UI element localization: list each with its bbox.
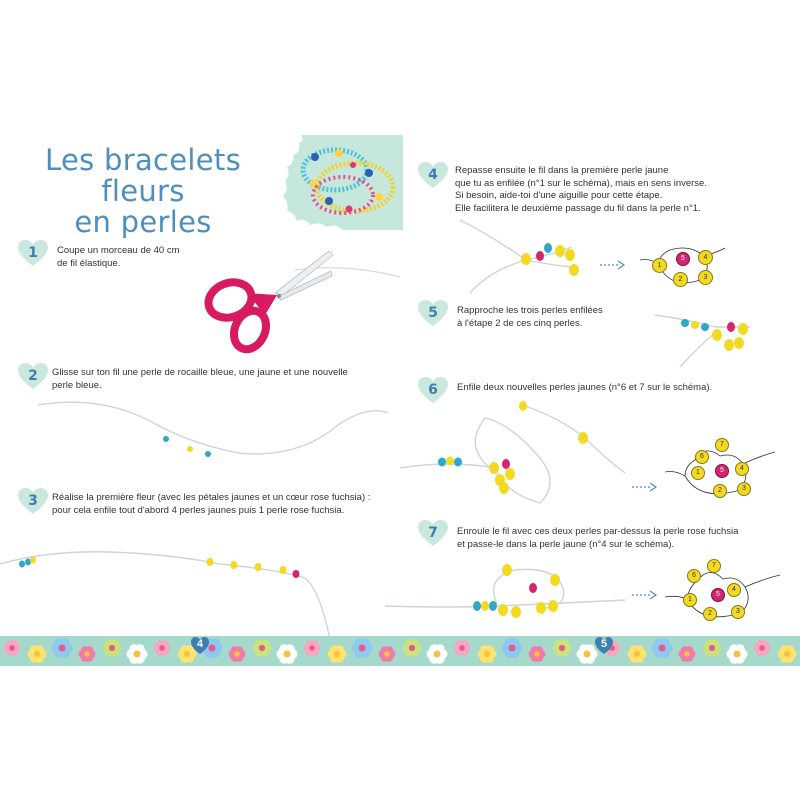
step-7-text: [457, 526, 738, 551]
step-7-line-1: Enroule le fil avec ces deux perles par-dessus la perle rose fuchsia: [457, 526, 739, 537]
step-6-line-1: Enfile deux nouvelles perles jaunes (n°6 et 7 sur le schéma).: [457, 382, 713, 393]
step-2-text: [52, 367, 348, 392]
dotted-arrow-icon: [632, 588, 658, 600]
diagram-bead-4: 4: [698, 250, 713, 265]
step-number: 3: [28, 493, 38, 509]
step-number: 7: [428, 525, 438, 541]
step-4-text: [455, 165, 707, 215]
flower-icon: [778, 645, 797, 663]
flower-icon: [154, 640, 171, 656]
page-number-left: [191, 637, 209, 655]
diagram-bead-4: 4: [727, 583, 741, 597]
flower-icon: [352, 638, 373, 658]
diagram-bead-2: 2: [713, 484, 727, 498]
step-2-line-2: perle bleue.: [52, 379, 102, 391]
title-line-1: Les bracelets fleurs: [45, 143, 241, 208]
step-7-line-2: et passe-le dans la perle jaune (n°4 sur le schéma).: [457, 538, 675, 550]
step-4-line-2: que tu as enfilée (n°1 sur le schéma), mais en sens inverse.: [455, 177, 707, 189]
flower-icon: [328, 645, 347, 663]
step-3-line-2: pour cela enfile tout d'abord 4 perles jaunes puis 1 perle rose fuchsia.: [52, 504, 345, 516]
flower-icon: [478, 645, 497, 663]
step-number: 5: [428, 305, 438, 321]
dotted-arrow-icon: [600, 258, 626, 270]
step-5-line-1: Rapproche les trois perles enfilées: [457, 305, 603, 316]
dotted-arrow-icon: [632, 480, 658, 492]
step-2-badge: [18, 363, 48, 390]
flower-icon: [103, 639, 122, 657]
step-number: 2: [28, 368, 38, 384]
flower-icon: [52, 638, 73, 658]
flower-icon: [253, 639, 272, 657]
diagram-bead-1: 1: [683, 593, 697, 607]
step-6-diagram: [665, 432, 775, 502]
flower-icon: [553, 639, 572, 657]
step-6-text: [457, 382, 712, 395]
flower-icon: [127, 644, 148, 664]
diagram-bead-3: 3: [731, 605, 745, 619]
flower-icon: [79, 646, 96, 662]
page-number-right: [595, 637, 613, 655]
step-4-line-1: Repasse ensuite le fil dans la première perle jaune: [455, 165, 669, 176]
page-number-value: 4: [196, 638, 204, 650]
flower-icon: [754, 640, 771, 656]
floral-footer-band: [0, 636, 800, 666]
diagram-bead-2: 2: [673, 272, 688, 287]
diagram-bead-7: 7: [707, 559, 721, 573]
page-number-value: 5: [600, 638, 608, 650]
flower-icon: [28, 645, 47, 663]
diagram-bead-2: 2: [703, 607, 717, 621]
step-5-illustration: [655, 305, 765, 370]
step-7-badge: [418, 520, 448, 547]
step-6-illustration: [400, 398, 630, 513]
title-line-2: en perles: [74, 205, 212, 239]
step-5-badge: [418, 300, 448, 327]
step-3-illustration: [0, 530, 400, 640]
step-2-line-1: Glisse sur ton fil une perle de rocaille bleue, une jaune et une nouvelle: [52, 367, 348, 378]
flower-icon: [304, 640, 321, 656]
step-3-line-1: Réalise la première fleur (avec les pétales jaunes et un cœur rose fuchsia) :: [52, 492, 371, 503]
diagram-bead-3: 3: [737, 482, 751, 496]
step-7-illustration: [385, 558, 625, 628]
step-1-text: [57, 245, 180, 270]
flower-icon: [4, 640, 21, 656]
bracelet-photo: [283, 135, 403, 230]
flower-icon: [727, 644, 748, 664]
step-number: 4: [428, 167, 438, 183]
flower-icon: [379, 646, 396, 662]
diagram-bead-4: 4: [735, 462, 749, 476]
scissors-icon: [195, 245, 400, 355]
step-number: 6: [428, 382, 438, 398]
flower-icon: [427, 644, 448, 664]
step-3-badge: [18, 488, 48, 515]
diagram-bead-7: 7: [715, 438, 729, 452]
step-5-text: [457, 305, 603, 330]
step-4-illustration: [460, 215, 600, 295]
flower-icon: [502, 638, 523, 658]
step-1-line-1: Coupe un morceau de 40 cm: [57, 245, 180, 256]
flower-icon: [679, 646, 696, 662]
diagram-bead-6: 6: [695, 450, 709, 464]
step-4-badge: [418, 162, 448, 189]
flower-icon: [277, 644, 298, 664]
step-2-illustration: [38, 395, 388, 470]
diagram-bead-5: 5: [715, 464, 729, 478]
diagram-bead-3: 3: [698, 270, 713, 285]
flower-icon: [403, 639, 422, 657]
flower-icon: [652, 638, 673, 658]
scissors-illustration: [195, 245, 400, 355]
page-title: [22, 145, 264, 238]
step-number: 1: [28, 245, 38, 261]
diagram-bead-1: 1: [691, 466, 705, 480]
flower-icon: [628, 645, 647, 663]
flower-icon: [703, 639, 722, 657]
diagram-bead-1: 1: [652, 258, 667, 273]
flower-icon: [529, 646, 546, 662]
flower-icon: [454, 640, 471, 656]
step-1-line-2: de fil élastique.: [57, 257, 121, 269]
step-4-line-4: Elle facilitera le deuxième passage du fil dans la perle n°1.: [455, 202, 701, 214]
diagram-bead-5: 5: [711, 588, 725, 602]
step-3-text: [52, 492, 370, 517]
diagram-bead-6: 6: [687, 569, 701, 583]
step-4-line-3: Si besoin, aide-toi d'une aiguille pour cette étape.: [455, 190, 663, 201]
flower-icon: [229, 646, 246, 662]
step-7-diagram: [665, 555, 780, 625]
step-5-line-2: à l'étape 2 de ces cinq perles.: [457, 317, 583, 329]
step-4-diagram: [640, 240, 725, 292]
step-1-badge: [18, 240, 48, 267]
diagram-bead-5: 5: [676, 252, 690, 266]
